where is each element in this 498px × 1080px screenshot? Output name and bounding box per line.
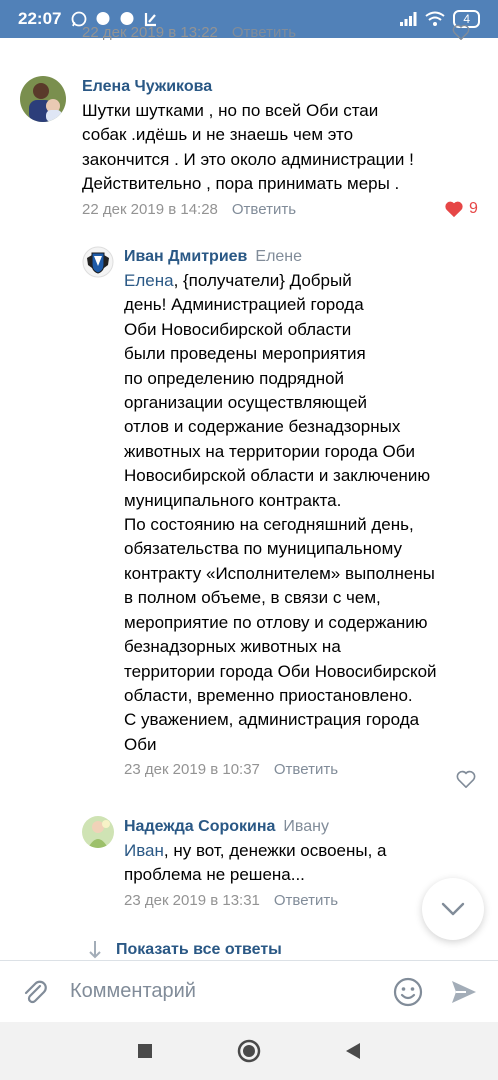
text-fragment: , ну вот, денежки освоены, а <box>163 841 387 860</box>
heart-icon[interactable] <box>452 24 470 40</box>
text-line: мероприятие по отлову и содержанию <box>124 612 428 632</box>
text-line: Оби <box>124 734 157 754</box>
comment-meta <box>82 201 482 218</box>
status-time: 22:07 <box>18 9 62 28</box>
show-all-replies-link[interactable] <box>88 940 282 960</box>
comment-date: 23 дек 2019 в 10:37 <box>124 761 260 779</box>
chevron-down-icon <box>441 902 465 916</box>
reply-to-name[interactable]: Елене <box>255 248 303 265</box>
author-name[interactable]: Елена Чужикова <box>82 78 213 95</box>
text-line: обязательства по муниципальному <box>124 539 403 559</box>
paperclip-icon[interactable] <box>20 977 50 1007</box>
text-line: области, временно приостановлено. <box>124 685 413 705</box>
mention-link[interactable]: Иван <box>124 841 164 860</box>
text-line: день! Администрацией города <box>124 295 364 315</box>
heart-icon <box>444 200 464 218</box>
signal-icon <box>399 11 417 27</box>
home-icon[interactable] <box>237 1039 261 1063</box>
reply-button[interactable]: Ответить <box>231 200 297 218</box>
reply-button[interactable]: Ответить <box>231 24 297 41</box>
show-all-replies-label: Показать все ответы <box>116 941 282 958</box>
reply-button[interactable]: Ответить <box>273 891 339 909</box>
text-line: По состоянию на сегодняшний день, <box>124 515 414 535</box>
like-button[interactable] <box>444 200 478 218</box>
avatar[interactable] <box>82 816 114 848</box>
reply-to-name[interactable]: Ивану <box>283 818 329 835</box>
text-line: С уважением, администрация города <box>124 710 420 730</box>
comment-text <box>124 269 494 757</box>
avatar[interactable] <box>20 76 66 122</box>
emoji-icon[interactable] <box>392 976 424 1008</box>
avatar-photo-icon <box>20 76 66 122</box>
like-button[interactable] <box>456 770 476 788</box>
coat-of-arms-icon <box>82 246 114 278</box>
comment-date: 23 дек 2019 в 13:31 <box>124 891 260 909</box>
text-line: собак .идёшь и не знаешь чем это <box>82 125 354 145</box>
comment-header <box>124 816 494 838</box>
recent-apps-icon[interactable] <box>137 1043 153 1059</box>
comment-date: 22 дек 2019 в 14:28 <box>82 200 218 218</box>
text-line: проблема не решена... <box>124 865 305 885</box>
system-navigation-bar <box>0 1022 498 1080</box>
text-line: контракту «Исполнителем» выполнены <box>124 563 435 583</box>
text-line: Шутки шутками , но по всей Оби стаи <box>82 101 379 120</box>
text-line: безнадзорных животных на <box>124 637 341 657</box>
battery-indicator: 4 <box>453 10 480 28</box>
text-line: Действительно , пора принимать меры . <box>82 174 400 194</box>
comment-input[interactable] <box>70 980 392 1003</box>
text-line: в полном объеме, в связи с чем, <box>124 588 381 608</box>
send-icon[interactable] <box>450 979 478 1005</box>
comment-header <box>82 76 482 98</box>
text-line: Оби Новосибирской области <box>124 319 352 339</box>
text-line: животных на территории города Оби <box>124 441 416 461</box>
text-line: отлов и содержание безнадзорных <box>124 417 401 437</box>
text-line: муниципального контракта. <box>124 490 342 510</box>
comment-header <box>124 246 494 268</box>
heart-icon <box>456 770 476 788</box>
author-name[interactable]: Иван Дмитриев <box>124 248 248 265</box>
text-line: закончится . И это около администрации ! <box>82 149 414 169</box>
wifi-icon <box>425 11 445 27</box>
avatar-photo-icon <box>82 816 114 848</box>
comment-meta <box>124 761 494 778</box>
text-line <box>124 839 494 863</box>
comment-text <box>82 99 482 197</box>
like-count: 9 <box>469 200 478 217</box>
text-line: были проведены мероприятия <box>124 344 366 364</box>
author-name[interactable]: Надежда Сорокина <box>124 818 276 835</box>
avatar[interactable] <box>82 246 114 278</box>
text-line <box>124 269 494 293</box>
previous-comment-meta <box>82 24 296 41</box>
scroll-down-button[interactable] <box>422 878 484 940</box>
arrow-down-icon <box>88 940 102 960</box>
back-icon[interactable] <box>345 1042 361 1060</box>
text-line: Новосибирской области и заключению <box>124 466 431 486</box>
text-fragment: , {получатели} Добрый <box>173 271 352 290</box>
mention-link[interactable]: Елена <box>124 271 174 290</box>
reply-button[interactable]: Ответить <box>273 761 339 779</box>
text-line: организации осуществляющей <box>124 393 368 413</box>
text-line: территории города Оби Новосибирской <box>124 661 437 681</box>
comment-composer <box>0 960 498 1022</box>
comment-date: 22 дек 2019 в 13:22 <box>82 24 218 41</box>
text-line: по определению подрядной <box>124 368 345 388</box>
